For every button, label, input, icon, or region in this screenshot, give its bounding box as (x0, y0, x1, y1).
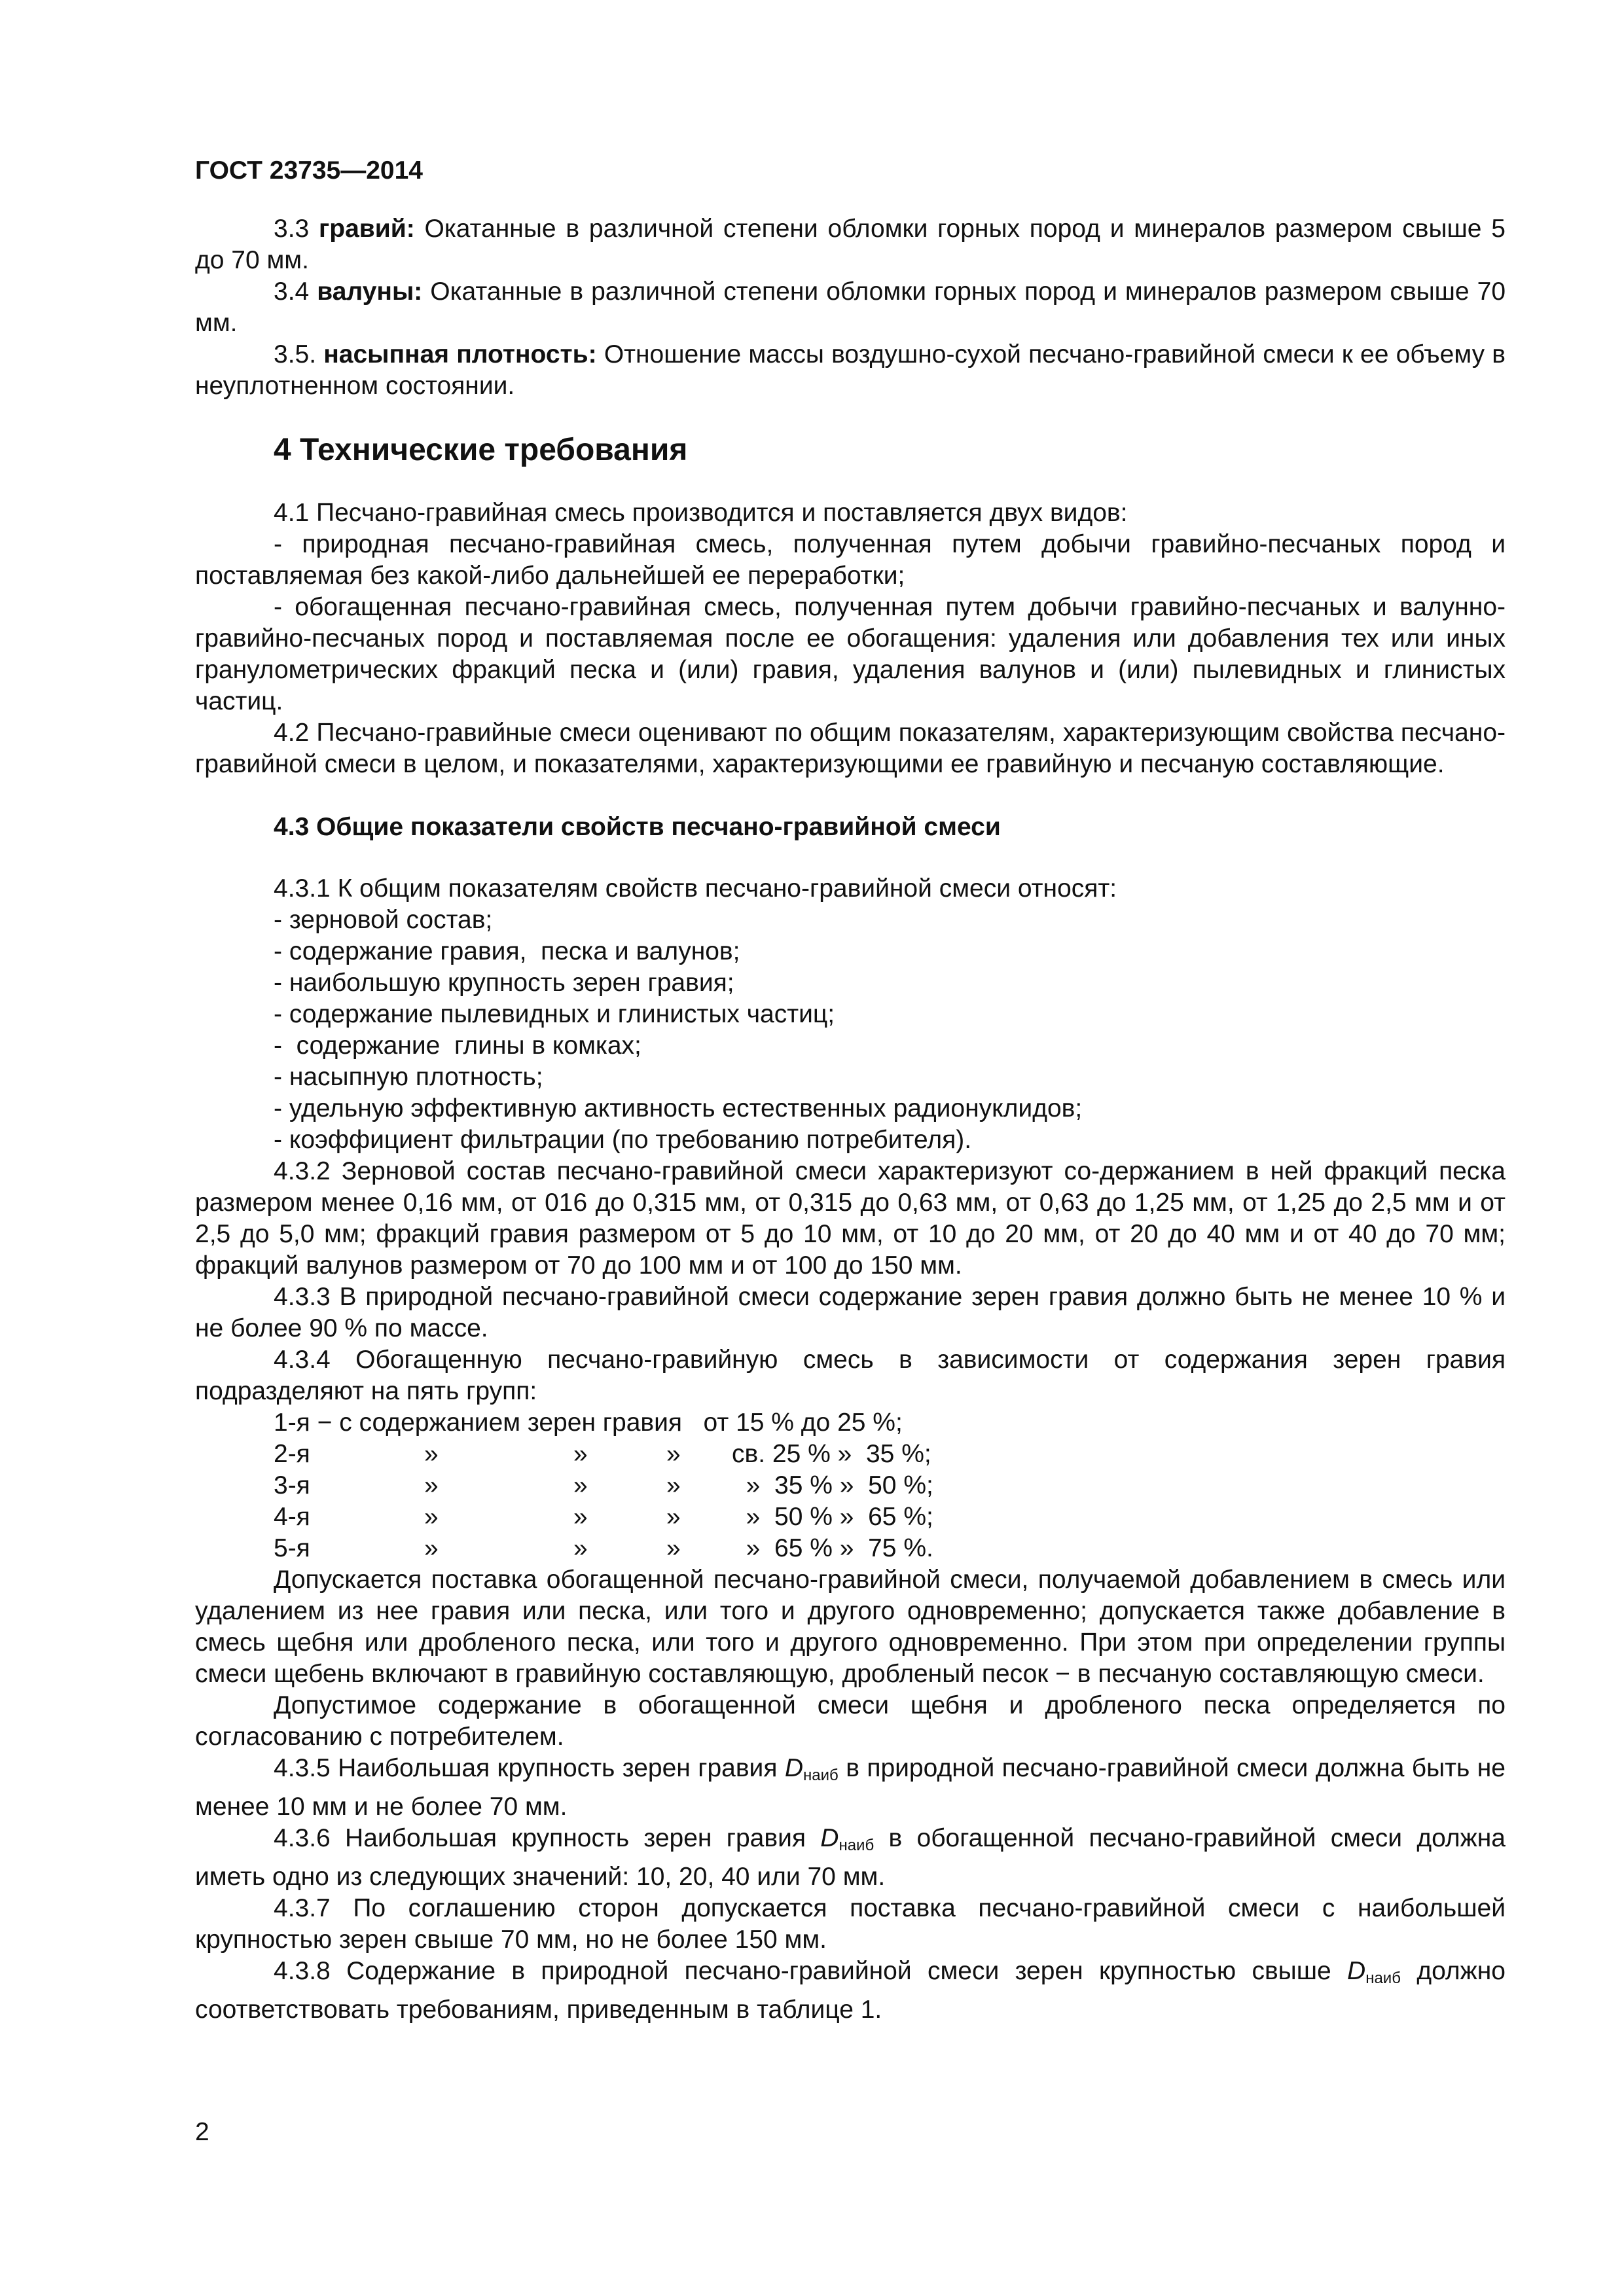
paragraph-4-2: 4.2 Песчано-гравийные смеси оценивают по общим показателям, характеризующим свойства песчано-гравийной смеси в целом, и показателями, характеризующими ее гравийную и песчаную составляющие. (195, 719, 1506, 778)
group-row: 2-я » » » св. 25 % » 35 %; (274, 1440, 931, 1468)
paragraph-4-1-enriched: - обогащенная песчано-гравийная смесь, полученная путем добычи гравийно-песчаных и валунно-гравийно-песчаных пород и поставляемая после ее обогащения: удаления или добавления тех или иных гранулометрических фракций песка и (или) гравия, удаления валунов и (или) пылевидных и глинистых частиц. (195, 593, 1506, 715)
page-number: 2 (195, 2118, 209, 2146)
list-item: - удельную эффективную активность естественных радионуклидов; (274, 1094, 1083, 1122)
list-item: - содержание глины в комках; (274, 1031, 641, 1060)
paragraph-4-1-natural: - природная песчано-гравийная смесь, полученная путем добычи гравийно-песчаных пород и поставляемая без какой-либо дальнейшей ее переработки; (195, 530, 1506, 590)
paragraph-4-3-8: 4.3.8 Содержание в природной песчано-гравийной смеси зерен крупностью свыше $D_{наиб}$ должно соответствовать требованиям, приведенным в таблице 1. (195, 1957, 1506, 2024)
group-row: 1-я − с содержанием зерен гравия от 15 % до 25 %; (274, 1408, 903, 1437)
list-item: - коэффициент фильтрации (по требованию потребителя). (274, 1126, 972, 1154)
group-row: 5-я » » » » 65 % » 75 %. (274, 1534, 933, 1562)
document-header: ГОСТ 23735—2014 (195, 156, 423, 185)
paragraph-4-1: 4.1 Песчано-гравийная смесь производится и поставляется двух видов: (274, 499, 1128, 527)
paragraph-4-3-5: 4.3.5 Наибольшая крупность зерен гравия $D_{наиб}$ в природной песчано-гравийной смеси должна быть не менее 10 мм и не более 70 мм. (195, 1754, 1506, 1821)
group-list (195, 1407, 1506, 1564)
paragraph-4-3-2: 4.3.2 Зерновой состав песчано-гравийной смеси характеризуют со-держанием в ней фракций песка размером менее 0,16 мм, от 016 до 0,315 мм, от 0,315 до 0,63 мм, от 0,63 до 1,25 мм, от 1,25 до 2,5 мм и от 2,5 до 5,0 мм; фракций гравия размером от 5 до 10 мм, от 10 до 20 мм, от 20 до 40 мм и от 40 до 70 мм; фракций валунов размером от 70 до 100 мм и от 100 до 150 мм. (195, 1157, 1506, 1280)
paragraph-4-3-7: 4.3.7 По соглашению сторон допускается поставка песчано-гравийной смеси с наибольшей крупностью зерен свыше 70 мм, но не более 150 мм. (195, 1894, 1506, 1954)
paragraph-4-3-1: 4.3.1 К общим показателям свойств песчано-гравийной смеси относят: (274, 874, 1117, 903)
paragraph-4-3-6: 4.3.6 Наибольшая крупность зерен гравия $D_{наиб}$ в обогащенной песчано-гравийной смеси должна иметь одно из следующих значений: 10, 20, 40 или 70 мм. (195, 1824, 1506, 1891)
paragraph-allowed-content: Допустимое содержание в обогащенной смеси щебня и дробленого песка определяется по согласованию с потребителем. (195, 1691, 1506, 1751)
list-item: - наибольшую крупность зерен гравия; (274, 969, 734, 997)
paragraph-4-3-3: 4.3.3 В природной песчано-гравийной смеси содержание зерен гравия должно быть не менее 10 % и не более 90 % по массе. (195, 1283, 1506, 1342)
list-item: - зерновой состав; (274, 906, 493, 934)
page-body (195, 213, 1506, 2026)
section-4-title: 4 Технические требования (274, 433, 688, 467)
list-item: - содержание гравия, песка и валунов; (274, 937, 740, 965)
list-item: - содержание пылевидных и глинистых частиц; (274, 1000, 835, 1028)
paragraph-allowance: Допускается поставка обогащенной песчано-гравийной смеси, получаемой добавлением в смесь или удалением из нее гравия или песка, или того и другого одновременно; допускается также добавление в смесь щебня или дробленого песка, или того и другого одновременно. При этом при определении группы смеси щебень включают в гравийную составляющую, дробленый песок − в песчаную составляющую смеси. (195, 1566, 1506, 1688)
definition-3-4: 3.4 валуны: Окатанные в различной степени обломки горных пород и минералов размером свыше 70 мм. (195, 278, 1506, 337)
section-4-3-title: 4.3 Общие показатели свойств песчано-гравийной смеси (274, 813, 1001, 841)
group-row: 4-я » » » » 50 % » 65 %; (274, 1503, 933, 1531)
list-item: - насыпную плотность; (274, 1063, 543, 1091)
paragraph-4-3-4: 4.3.4 Обогащенную песчано-гравийную смесь в зависимости от содержания зерен гравия подразделяют на пять групп: (195, 1346, 1506, 1405)
definition-3-3: 3.3 гравий: Окатанные в различной степени обломки горных пород и минералов размером свыше 5 до 70 мм. (195, 215, 1506, 274)
group-row: 3-я » » » » 35 % » 50 %; (274, 1471, 933, 1499)
definition-3-5: 3.5. насыпная плотность: Отношение массы воздушно-сухой песчано-гравийной смеси к ее объему в неуплотненном состоянии. (195, 340, 1506, 400)
